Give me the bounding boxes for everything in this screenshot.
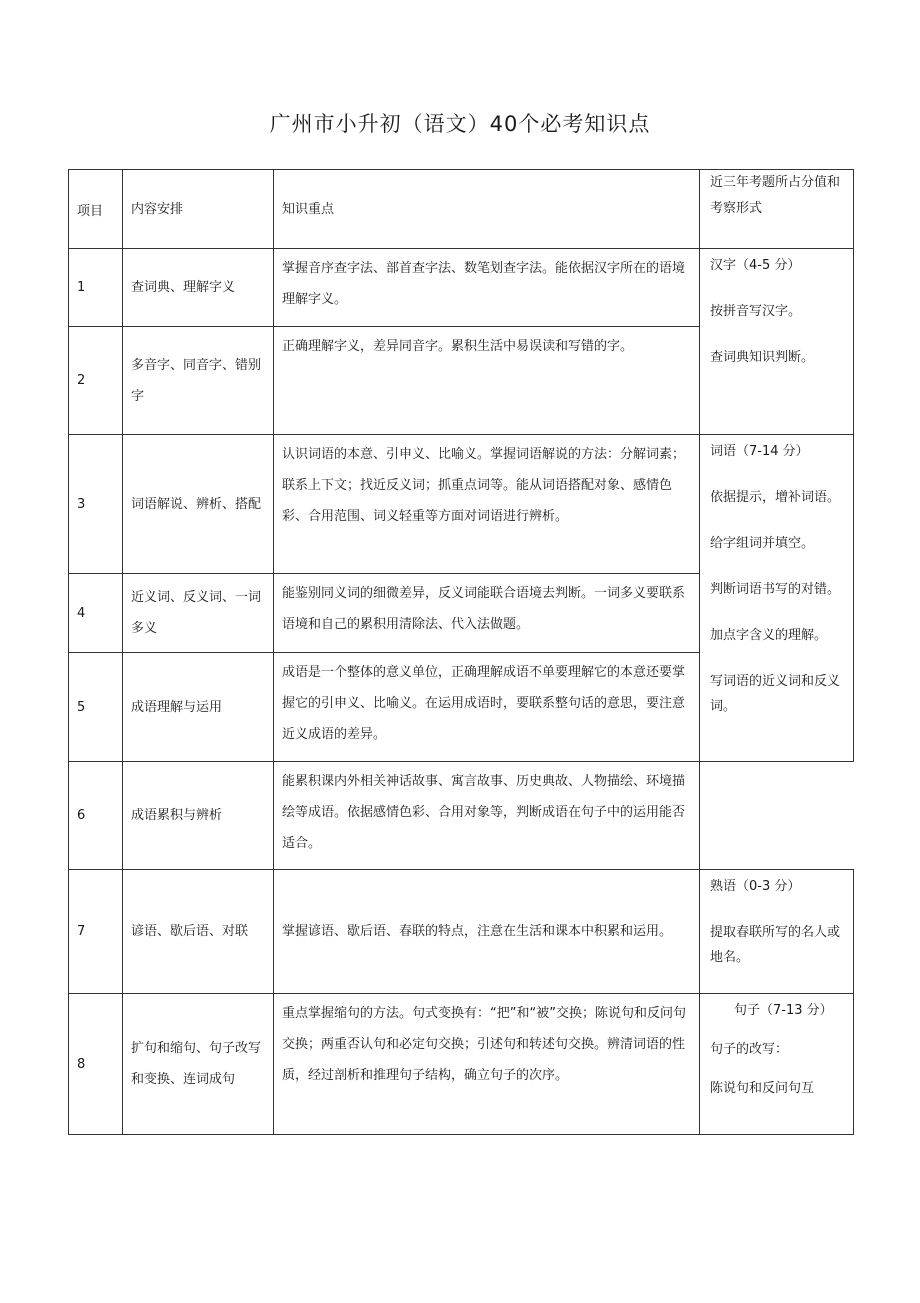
exam-form: 提取春联所写的名人或地名。 <box>710 925 841 965</box>
row-point: 成语是一个整体的意义单位，正确理解成语不单要理解它的本意还要掌握它的引申义、比喻义。在运用成语时，要联系整句话的意思，要注意近义成语的差异。 <box>274 653 700 762</box>
row-item: 成语累积与辨析 <box>123 762 274 870</box>
row-num: 7 <box>69 870 123 994</box>
exam-form: 判断词语书写的对错。 <box>710 582 841 597</box>
exam-cell-juzi <box>700 994 854 1135</box>
exam-form: 加点字含义的理解。 <box>710 628 828 643</box>
row-point: 正确理解字义，差异同音字。累积生活中易误读和写错的字。 <box>274 327 700 435</box>
exam-cell-ciyu <box>700 435 854 762</box>
row-num: 8 <box>69 994 123 1135</box>
exam-heading: 汉字（4-5 分） <box>710 258 801 273</box>
exam-cell-hanzi <box>700 249 854 435</box>
exam-form: 查词典知识判断。 <box>710 350 815 365</box>
row-num: 4 <box>69 574 123 653</box>
row-item: 多音字、同音字、错别字 <box>123 327 274 435</box>
row-item: 查词典、理解字义 <box>123 249 274 327</box>
knowledge-table <box>68 169 854 1135</box>
row-point: 认识词语的本意、引申义、比喻义。掌握词语解说的方法：分解词素；联系上下文；找近反义词；抓重点词等。能从词语搭配对象、感情色彩、合用范围、词义轻重等方面对词语进行辨析。 <box>274 435 700 574</box>
row-point: 掌握音序查字法、部首查字法、数笔划查字法。能依据汉字所在的语境理解字义。 <box>274 249 700 327</box>
table-row <box>69 762 854 870</box>
row-num: 1 <box>69 249 123 327</box>
row-point: 掌握谚语、歇后语、春联的特点，注意在生活和课本中积累和运用。 <box>274 870 700 994</box>
exam-form: 写词语的近义词和反义词。 <box>710 674 841 714</box>
row-num: 3 <box>69 435 123 574</box>
header-point: 知识重点 <box>274 170 700 249</box>
row-num: 6 <box>69 762 123 870</box>
row-item: 近义词、反义词、一词多义 <box>123 574 274 653</box>
exam-heading: 词语（7-14 分） <box>710 444 809 459</box>
row-point: 重点掌握缩句的方法。句式变换有：“把”和“被”交换；陈说句和反问句交换；两重否认句和必定句交换；引述句和转述句交换。辨清词语的性质，经过剖析和推理句子结构，确立句子的次序。 <box>274 994 700 1135</box>
exam-form: 陈说句和反问句互 <box>710 1081 815 1096</box>
page-title: 广州市小升初（语文）40个必考知识点 <box>269 112 651 136</box>
exam-heading: 熟语（0-3 分） <box>710 879 801 894</box>
header-num: 项目 <box>69 170 123 249</box>
exam-cell-shuyu <box>700 870 854 994</box>
table-row <box>69 870 854 994</box>
row-item: 成语理解与运用 <box>123 653 274 762</box>
header-exam: 近三年考题所占分值和考察形式 <box>700 170 854 249</box>
table-row <box>69 249 854 327</box>
table-header-row <box>69 170 854 249</box>
row-point: 能鉴别同义词的细微差异，反义词能联合语境去判断。一词多义要联系语境和自己的累积用清除法、代入法做题。 <box>274 574 700 653</box>
exam-form: 句子的改写： <box>710 1042 789 1057</box>
table-row <box>69 994 854 1135</box>
row-item: 扩句和缩句、句子改写和变换、连词成句 <box>123 994 274 1135</box>
header-item: 内容安排 <box>123 170 274 249</box>
row-item: 词语解说、辨析、搭配 <box>123 435 274 574</box>
exam-form: 依据提示，增补词语。 <box>710 490 841 505</box>
row-num: 5 <box>69 653 123 762</box>
row-num: 2 <box>69 327 123 435</box>
row-item: 谚语、歇后语、对联 <box>123 870 274 994</box>
table-row <box>69 435 854 574</box>
exam-form: 给字组词并填空。 <box>710 536 815 551</box>
exam-heading: 句子（7-13 分） <box>734 1003 833 1018</box>
exam-form: 按拼音写汉字。 <box>710 304 802 319</box>
row-point: 能累积课内外相关神话故事、寓言故事、历史典故、人物描绘、环境描绘等成语。依据感情色彩、合用对象等，判断成语在句子中的运用能否适合。 <box>274 762 700 870</box>
